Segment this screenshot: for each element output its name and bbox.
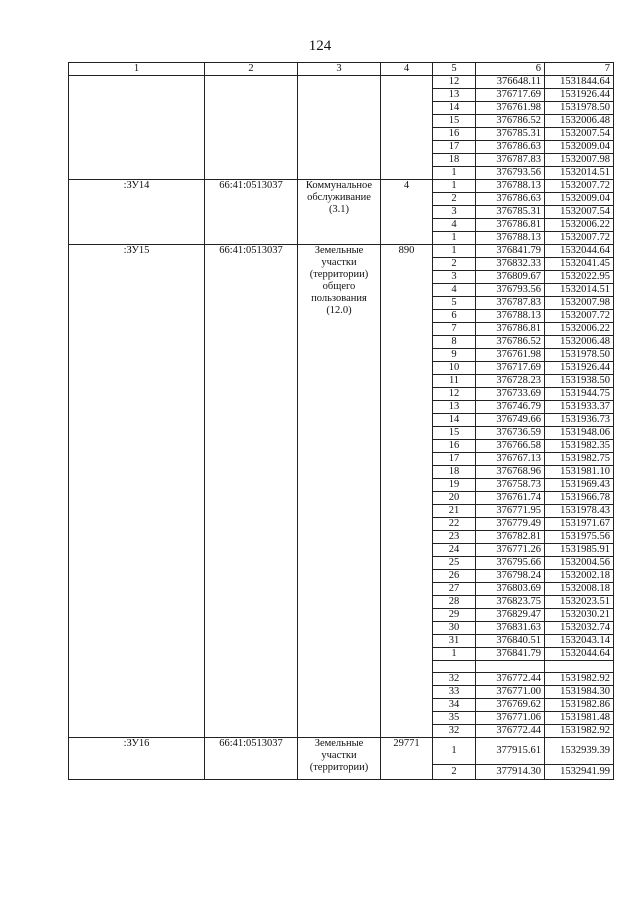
y-coordinate-cell: 1531971.67: [545, 518, 614, 531]
y-coordinate-cell: 1532004.56: [545, 557, 614, 570]
y-coordinate-cell: 1532022.95: [545, 271, 614, 284]
point-number-cell: 13: [433, 401, 476, 414]
x-coordinate-cell: 376788.13: [476, 180, 545, 193]
y-coordinate-cell: 1531981.48: [545, 712, 614, 725]
header-row: [69, 63, 614, 76]
x-coordinate-cell: 376787.83: [476, 154, 545, 167]
x-coordinate-cell: 376771.00: [476, 686, 545, 699]
y-coordinate-cell: 1532007.72: [545, 180, 614, 193]
x-coordinate-cell: 376786.81: [476, 323, 545, 336]
y-coordinate-cell: 1531969.43: [545, 479, 614, 492]
point-number-cell: 33: [433, 686, 476, 699]
point-number-cell: 23: [433, 531, 476, 544]
point-number-cell: 16: [433, 128, 476, 141]
column-header: 6: [476, 63, 545, 76]
y-coordinate-cell: 1532023.51: [545, 596, 614, 609]
y-coordinate-cell: 1532007.72: [545, 310, 614, 323]
x-coordinate-cell: 376749.66: [476, 414, 545, 427]
y-coordinate-cell: 1532941.99: [545, 765, 614, 780]
point-number-cell: 11: [433, 375, 476, 388]
point-number-cell: 27: [433, 583, 476, 596]
table-row: [69, 738, 614, 765]
parcel-id-cell: :ЗУ14: [69, 180, 205, 245]
point-number-cell: 30: [433, 622, 476, 635]
y-coordinate-cell: 1531944.75: [545, 388, 614, 401]
parcel-id-cell: :ЗУ16: [69, 738, 205, 780]
point-number-cell: 1: [433, 232, 476, 245]
y-coordinate-cell: 1532006.48: [545, 115, 614, 128]
empty-cell: [298, 76, 381, 180]
y-coordinate-cell: 1531844.64: [545, 76, 614, 89]
x-coordinate-cell: 376787.83: [476, 297, 545, 310]
x-coordinate-cell: 376832.33: [476, 258, 545, 271]
land-use-cell: Земельные участки (территории) общего пользования (12.0): [298, 245, 381, 738]
point-number-cell: 14: [433, 102, 476, 115]
y-coordinate-cell: 1532041.45: [545, 258, 614, 271]
table-row: [69, 76, 614, 89]
x-coordinate-cell: 376717.69: [476, 89, 545, 102]
point-number-cell: 16: [433, 440, 476, 453]
x-coordinate-cell: 376786.52: [476, 336, 545, 349]
point-number-cell: 3: [433, 206, 476, 219]
x-coordinate-cell: 376771.06: [476, 712, 545, 725]
point-number-cell: 14: [433, 414, 476, 427]
point-number-cell: 12: [433, 388, 476, 401]
point-number-cell: 25: [433, 557, 476, 570]
point-number-cell: 35: [433, 712, 476, 725]
x-coordinate-cell: 376841.79: [476, 245, 545, 258]
y-coordinate-cell: 1532008.18: [545, 583, 614, 596]
x-coordinate-cell: 376779.49: [476, 518, 545, 531]
cadastral-number-cell: 66:41:0513037: [205, 245, 298, 738]
y-coordinate-cell: 1532007.54: [545, 128, 614, 141]
point-number-cell: 15: [433, 115, 476, 128]
x-coordinate-cell: 376803.69: [476, 583, 545, 596]
point-number-cell: 17: [433, 453, 476, 466]
y-coordinate-cell: 1532006.22: [545, 219, 614, 232]
y-coordinate-cell: 1531926.44: [545, 362, 614, 375]
point-number-cell: 6: [433, 310, 476, 323]
y-coordinate-cell: 1531981.10: [545, 466, 614, 479]
y-coordinate-cell: 1531933.37: [545, 401, 614, 414]
table-row: [69, 245, 614, 258]
y-coordinate-cell: 1531978.50: [545, 102, 614, 115]
point-number-cell: 1: [433, 180, 476, 193]
point-number-cell: 10: [433, 362, 476, 375]
x-coordinate-cell: 376766.58: [476, 440, 545, 453]
point-number-cell: 5: [433, 297, 476, 310]
x-coordinate-cell: 376785.31: [476, 206, 545, 219]
point-number-cell: 13: [433, 89, 476, 102]
point-number-cell: 19: [433, 479, 476, 492]
y-coordinate-cell: 1531982.35: [545, 440, 614, 453]
point-number-cell: 31: [433, 635, 476, 648]
y-coordinate-cell: 1532043.14: [545, 635, 614, 648]
column-header: 4: [381, 63, 433, 76]
x-coordinate-cell: 376795.66: [476, 557, 545, 570]
point-number-cell: 18: [433, 466, 476, 479]
point-number-cell: 4: [433, 219, 476, 232]
y-coordinate-cell: 1531982.92: [545, 725, 614, 738]
x-coordinate-cell: 376771.95: [476, 505, 545, 518]
point-number-cell: 21: [433, 505, 476, 518]
area-cell: 890: [381, 245, 433, 738]
x-coordinate-cell: 376782.81: [476, 531, 545, 544]
y-coordinate-cell: 1531975.56: [545, 531, 614, 544]
y-coordinate-cell: 1532014.51: [545, 167, 614, 180]
x-coordinate-cell: 376761.74: [476, 492, 545, 505]
point-number-cell: 12: [433, 76, 476, 89]
x-coordinate-cell: 376772.44: [476, 673, 545, 686]
point-number-cell: 3: [433, 271, 476, 284]
x-coordinate-cell: 376793.56: [476, 167, 545, 180]
point-number-cell: 32: [433, 673, 476, 686]
point-number-cell: 8: [433, 336, 476, 349]
y-coordinate-cell: 1532044.64: [545, 245, 614, 258]
y-coordinate-cell: 1532007.98: [545, 297, 614, 310]
x-coordinate-cell: 376786.52: [476, 115, 545, 128]
empty-cell: [205, 76, 298, 180]
point-number-cell: 20: [433, 492, 476, 505]
x-coordinate-cell: 376728.23: [476, 375, 545, 388]
x-coordinate-cell: 376761.98: [476, 102, 545, 115]
point-number-cell: 22: [433, 518, 476, 531]
point-number-cell: 26: [433, 570, 476, 583]
x-coordinate-cell: 376788.13: [476, 232, 545, 245]
table-row: [69, 180, 614, 193]
empty-cell: [69, 76, 205, 180]
x-coordinate-cell: 376717.69: [476, 362, 545, 375]
y-coordinate-cell: 1531982.92: [545, 673, 614, 686]
x-coordinate-cell: 377915.61: [476, 738, 545, 765]
y-coordinate-cell: 1532044.64: [545, 648, 614, 661]
column-header: 5: [433, 63, 476, 76]
area-cell: 4: [381, 180, 433, 245]
y-coordinate-cell: 1531978.50: [545, 349, 614, 362]
y-coordinate-cell: 1532006.48: [545, 336, 614, 349]
y-coordinate-cell: 1531948.06: [545, 427, 614, 440]
cadastral-number-cell: 66:41:0513037: [205, 738, 298, 780]
x-coordinate-cell: 376767.13: [476, 453, 545, 466]
x-coordinate-cell: 376841.79: [476, 648, 545, 661]
x-coordinate-cell: 376758.73: [476, 479, 545, 492]
point-number-cell: 28: [433, 596, 476, 609]
x-coordinate-cell: 376786.81: [476, 219, 545, 232]
x-coordinate-cell: 376785.31: [476, 128, 545, 141]
point-number-cell: 2: [433, 193, 476, 206]
x-coordinate-cell: 376648.11: [476, 76, 545, 89]
y-coordinate-cell: 1531978.43: [545, 505, 614, 518]
point-number-cell: 32: [433, 725, 476, 738]
land-use-cell: Коммунальное обслуживание (3.1): [298, 180, 381, 245]
point-number-cell: 1: [433, 245, 476, 258]
point-number-cell: 7: [433, 323, 476, 336]
x-coordinate-cell: 376772.44: [476, 725, 545, 738]
y-coordinate-cell: 1531985.91: [545, 544, 614, 557]
point-number-cell: 34: [433, 699, 476, 712]
land-use-cell: Земельные участки (территории): [298, 738, 381, 780]
point-number-cell: 15: [433, 427, 476, 440]
y-coordinate-cell: 1531966.78: [545, 492, 614, 505]
x-coordinate-cell: 376786.63: [476, 141, 545, 154]
y-coordinate-cell: 1531936.73: [545, 414, 614, 427]
page-number: 124: [308, 38, 332, 54]
point-number-cell: 18: [433, 154, 476, 167]
y-coordinate-cell: 1531984.30: [545, 686, 614, 699]
empty-cell: [381, 76, 433, 180]
x-coordinate-cell: 376761.98: [476, 349, 545, 362]
x-coordinate-cell: 376823.75: [476, 596, 545, 609]
x-coordinate-cell: 376829.47: [476, 609, 545, 622]
x-coordinate-cell: 376746.79: [476, 401, 545, 414]
point-number-cell: 4: [433, 284, 476, 297]
y-coordinate-cell: 1532007.54: [545, 206, 614, 219]
x-coordinate-cell: 376793.56: [476, 284, 545, 297]
area-cell: 29771: [381, 738, 433, 780]
y-coordinate-cell: 1532002.18: [545, 570, 614, 583]
column-header: 3: [298, 63, 381, 76]
x-coordinate-cell: 376840.51: [476, 635, 545, 648]
point-number-cell: [433, 661, 476, 673]
x-coordinate-cell: 376786.63: [476, 193, 545, 206]
column-header: 7: [545, 63, 614, 76]
cadastral-number-cell: 66:41:0513037: [205, 180, 298, 245]
y-coordinate-cell: 1532006.22: [545, 323, 614, 336]
point-number-cell: 17: [433, 141, 476, 154]
y-coordinate-cell: 1532030.21: [545, 609, 614, 622]
point-number-cell: 1: [433, 648, 476, 661]
point-number-cell: 2: [433, 765, 476, 780]
y-coordinate-cell: 1532032.74: [545, 622, 614, 635]
point-number-cell: 9: [433, 349, 476, 362]
y-coordinate-cell: 1531982.86: [545, 699, 614, 712]
point-number-cell: 24: [433, 544, 476, 557]
x-coordinate-cell: 376733.69: [476, 388, 545, 401]
parcel-id-cell: :ЗУ15: [69, 245, 205, 738]
point-number-cell: 1: [433, 167, 476, 180]
x-coordinate-cell: 376769.62: [476, 699, 545, 712]
y-coordinate-cell: 1532009.04: [545, 193, 614, 206]
y-coordinate-cell: 1532007.72: [545, 232, 614, 245]
y-coordinate-cell: 1531926.44: [545, 89, 614, 102]
coordinates-table: [68, 62, 614, 780]
x-coordinate-cell: 376771.26: [476, 544, 545, 557]
x-coordinate-cell: 376768.96: [476, 466, 545, 479]
y-coordinate-cell: [545, 661, 614, 673]
y-coordinate-cell: 1531938.50: [545, 375, 614, 388]
x-coordinate-cell: 376809.67: [476, 271, 545, 284]
x-coordinate-cell: 377914.30: [476, 765, 545, 780]
column-header: 2: [205, 63, 298, 76]
x-coordinate-cell: 376798.24: [476, 570, 545, 583]
x-coordinate-cell: 376736.59: [476, 427, 545, 440]
point-number-cell: 29: [433, 609, 476, 622]
y-coordinate-cell: 1532009.04: [545, 141, 614, 154]
point-number-cell: 1: [433, 738, 476, 765]
column-header: 1: [69, 63, 205, 76]
x-coordinate-cell: 376831.63: [476, 622, 545, 635]
y-coordinate-cell: 1532939.39: [545, 738, 614, 765]
point-number-cell: 2: [433, 258, 476, 271]
x-coordinate-cell: [476, 661, 545, 673]
y-coordinate-cell: 1531982.75: [545, 453, 614, 466]
y-coordinate-cell: 1532014.51: [545, 284, 614, 297]
x-coordinate-cell: 376788.13: [476, 310, 545, 323]
y-coordinate-cell: 1532007.98: [545, 154, 614, 167]
